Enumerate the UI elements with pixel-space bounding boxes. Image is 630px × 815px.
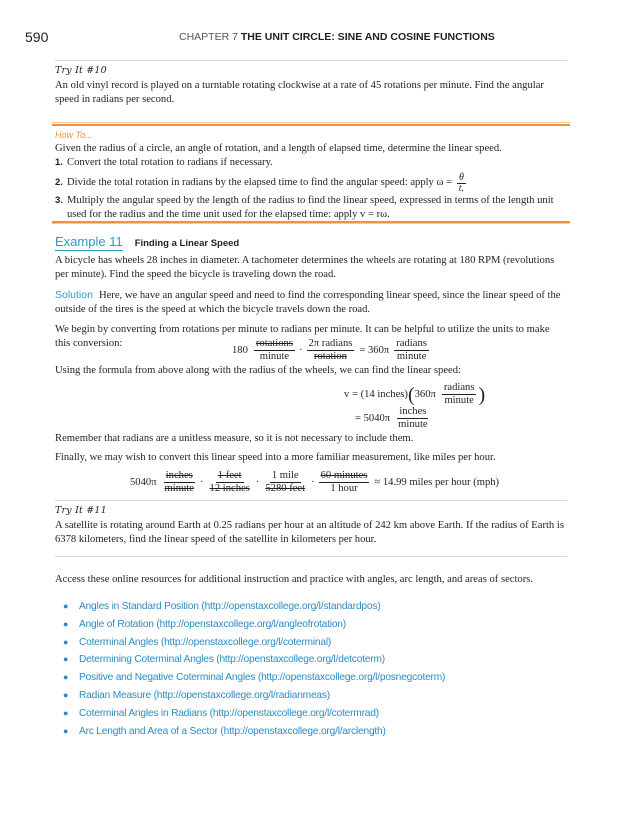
try-it-text: A satellite is rotating around Earth at 0.25 radians per hour at an altitude of 242 km above Earth. If the radius of Earth is 6378 kilometers, find the linear speed of the satellite in kilometers per hour. [55,520,564,546]
resource-links [63,598,445,740]
fraction-denominator: minute [164,483,194,494]
fraction-denominator: rotation [313,351,347,362]
solution-text: Here, we have an angular speed and need to find the corresponding linear speed, since the linear speed of the outside of the tires is the speed at which the bicycle travels down the road. [55,289,561,316]
multiply-dot: · [298,345,303,356]
howto-bottom-border-light [52,223,570,224]
chapter-heading [179,31,495,43]
resource-link[interactable] [63,598,445,616]
equation-linear-speed-result [355,406,432,431]
how-to-title: How To... [55,130,93,140]
fraction-denominator: 5280 feet [265,483,306,494]
step-number: 2. [55,176,63,188]
how-to-box [55,130,567,223]
step-number: 3. [55,194,63,206]
example-title: Finding a Linear Speed [134,238,240,249]
fraction [394,338,429,363]
how-to-step [55,173,567,194]
step-text: Multiply the angular speed by the length of the radius to find the linear speed, expressed in terms of the length unit used for the radius and the time unit used for the elapsed time: apply v = rω. [67,194,554,221]
link-text[interactable]: Angles in Standard Position (http://openstaxcollege.org/l/standardpos) [79,601,381,612]
chapter-label: CHAPTER 7 [179,31,238,43]
example-problem: A bicycle has wheels 28 inches in diameter. A tachometer determines the wheels are rotating at 180 RPM (revolutions per minute). Find the speed the bicycle is traveling down the road. [55,255,555,281]
fraction-numerator: θ [458,171,464,183]
how-to-intro: Given the radius of a circle, an angle of rotation, and a length of elapsed time, determine the linear speed. [55,143,502,154]
try-it-title: Try It #10 [55,65,107,76]
close-paren: ) [478,383,486,406]
try-it-11 [55,505,567,548]
fraction-numerator: 1 mile [271,470,299,481]
fraction [208,470,252,495]
resource-link[interactable] [63,634,445,652]
equation-mph-conversion: 5040π $\frac{\text{inches}}{\text{minute}}$ · $\frac{\text{1 feet}}{\text{12 inches}}$ · $\frac{\text{1 mile}}{\text{5280 feet}}$ · $\frac{\text{60 minutes}}{\text{1 hour}}$ ≈ 14.99 miles per hour (mph) [130,470,500,494]
solution-paragraph [55,288,567,318]
eq-lhs: v = (14 inches) [344,389,408,400]
fraction [254,338,295,363]
how-to-step [55,194,567,223]
link-text[interactable]: Coterminal Angles in Radians (http://openstaxcollege.org/l/cotermrad) [79,707,379,719]
bullet-icon: ● [63,618,69,629]
resource-link[interactable] [63,669,445,687]
resource-link[interactable] [63,723,445,741]
eq-result: = 360π [359,345,390,356]
link-text[interactable]: Determining Coterminal Angles (http://openstaxcollege.org/l/detcoterm) [79,654,385,666]
finally-paragraph: Finally, we may wish to convert this linear speed into a more familiar measurement, like miles per hour. [55,452,496,464]
resources-intro-wrap [55,573,567,587]
try-it-text: An old vinyl record is played on a turntable rotating clockwise at a rate of 45 rotations per minute. Find the angular speed in radians per second. [55,80,544,106]
formula-paragraph-wrap [55,364,567,378]
resource-link[interactable] [63,687,445,705]
fraction-numerator: inches [399,406,427,417]
equation-linear-speed [344,382,485,407]
eq-inner: 360π [414,389,436,400]
fraction-denominator: minute [444,395,474,406]
fraction-denominator: minute [396,351,427,362]
try-it-10 [55,65,567,108]
example-label: Example 11 [55,234,123,249]
fraction-numerator: inches [165,470,193,481]
example-heading [55,233,567,251]
fraction-denominator: t. [458,182,465,194]
fraction [396,406,429,431]
step-text: Convert the total rotation to radians if necessary. [67,157,273,169]
howto-top-border [52,124,570,126]
unitless-paragraph: Remember that radians are a unitless measure, so it is not necessary to include them. [55,433,414,444]
fraction-numerator: rotations [255,338,293,349]
link-text[interactable]: Arc Length and Area of a Sector (http://openstaxcollege.org/l/arclength) [79,725,386,737]
try-it-title: Try It #11 [55,505,107,516]
formula-paragraph: Using the formula from above along with the radius of the wheels, we can find the linear speed: [55,365,461,376]
eq-result: = 5040π [355,413,391,424]
bullet-icon: ● [63,636,69,647]
fraction-numerator: 2π radians [308,338,353,349]
fraction-numerator: radians [443,382,475,393]
eq-coefficient: 180 [232,345,248,356]
step-number: 1. [55,157,63,169]
page-number: 590 [25,29,49,45]
fraction-denominator: 1 hour [330,483,358,494]
fraction-denominator: 12 inches [209,483,250,494]
bullet-icon: ● [63,654,69,665]
divider [55,556,567,557]
step-text: Divide the total rotation in radians by the elapsed time to find the angular speed: apply ω = [67,177,453,189]
bullet-icon: ● [63,689,69,700]
chapter-title: THE UNIT CIRCLE: SINE AND COSINE FUNCTIONS [240,31,495,43]
bullet-icon: ● [63,601,69,611]
howto-top-border-light [52,122,570,123]
fraction [319,470,370,495]
resources-intro: Access these online resources for additional instruction and practice with angles, arc length, and areas of sectors. [55,574,534,585]
fraction [263,470,307,495]
divider [55,60,567,61]
unitless-wrap [55,432,567,466]
omega-fraction [457,173,466,194]
fraction [307,338,355,363]
eq-result: ≈ 14.99 miles per hour (mph) [374,477,500,488]
fraction-numerator: 1 feet [217,470,242,481]
bullet-icon: ● [63,707,69,718]
fraction-numerator: 60 minutes [320,470,368,481]
resource-link[interactable] [63,616,445,634]
fraction-numerator: radians [396,338,427,349]
link-text[interactable]: Radian Measure (http://openstaxcollege.org/l/radianmeas) [79,689,330,701]
fraction [163,470,196,495]
divider [55,500,567,501]
link-text[interactable]: Coterminal Angles (http://openstaxcollege.org/l/coterminal) [79,636,332,648]
bullet-icon: ● [63,672,69,683]
solution-label: Solution [55,288,93,301]
how-to-step [55,156,567,170]
link-text[interactable]: Positive and Negative Coterminal Angles (http://openstaxcollege.org/l/posnegcoterm) [79,672,446,684]
fraction-denominator: minute [398,419,428,430]
bullet-icon: ● [63,725,69,736]
open-paren: ( [407,383,415,406]
resource-link[interactable] [63,705,445,723]
link-text[interactable]: Angle of Rotation (http://openstaxcollege.org/l/angleofrotation) [79,618,346,630]
eq-coefficient: 5040π [130,477,157,488]
fraction [442,382,477,407]
example-11 [55,233,567,351]
convert-paragraph: We begin by converting from rotations per minute to radians per minute. It can be helpful to utilize the units to make this conversion: [55,323,550,350]
fraction-denominator: minute [259,351,290,362]
resource-link[interactable] [63,651,445,669]
page-header [25,29,605,45]
equation-rpm-conversion [232,338,431,363]
